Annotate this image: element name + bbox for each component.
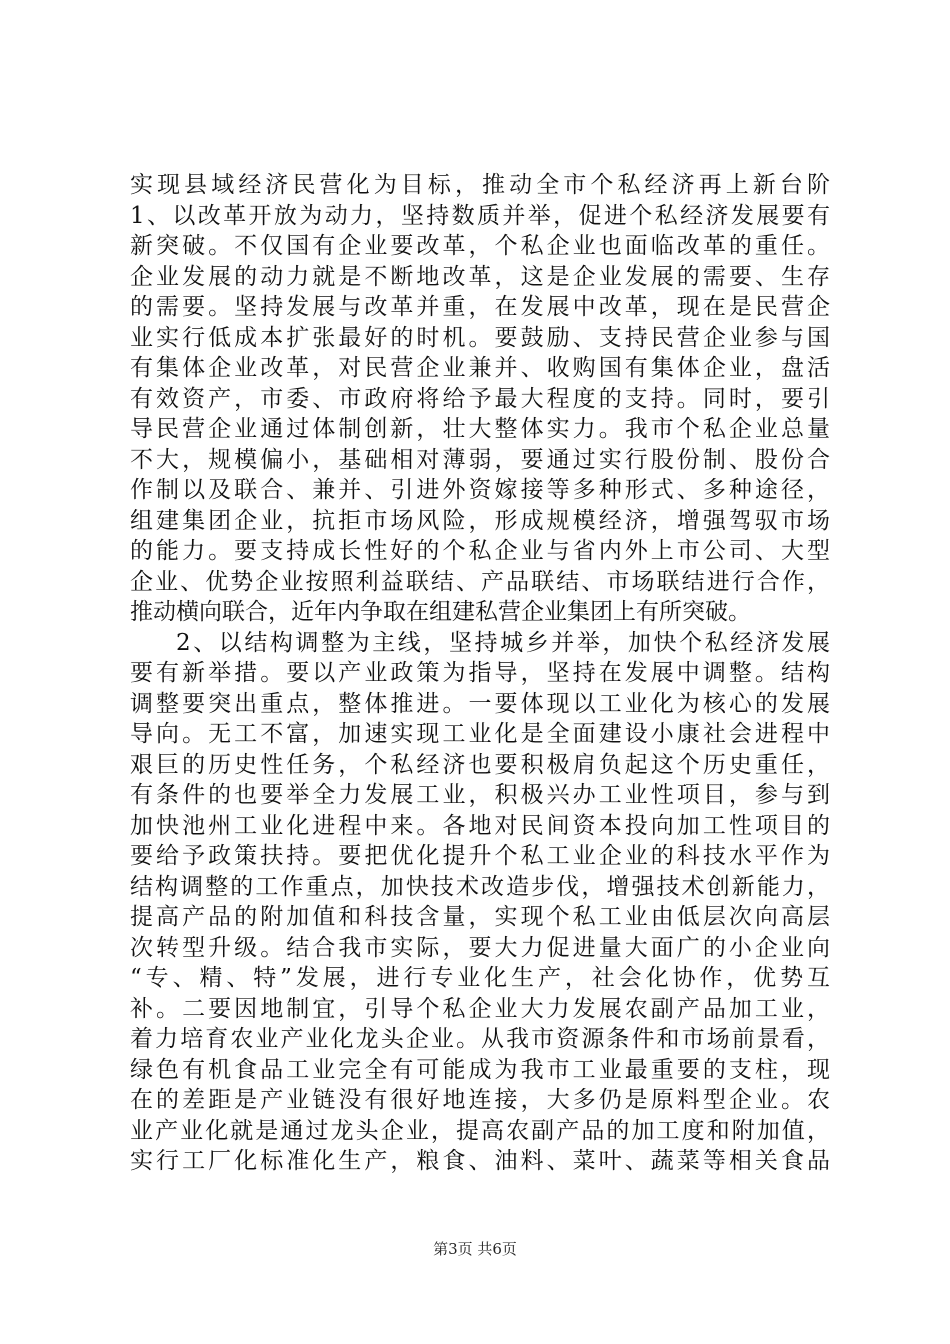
page-number-footer: 第3页 共6页 bbox=[433, 1240, 517, 1258]
text-line: 的需要。坚持发展与改革并重，在发展中改革，现在是民营企 bbox=[130, 294, 830, 320]
text-line: 次转型升级。结合我市实际，要大力促进量大面广的小企业向 bbox=[130, 934, 830, 961]
text-line: 推动横向联合，近年内争取在组建私营企业集团上有所突破。 bbox=[130, 599, 751, 625]
text-line: 加快池州工业化进程中来。各地对民间资本投向加工性项目的 bbox=[130, 812, 830, 839]
text-line: 在的差距是产业链没有很好地连接，大多仍是原料型企业。农 bbox=[130, 1087, 830, 1113]
text-line: 作制以及联合、兼并、引进外资嫁接等多种形式、多种途径， bbox=[130, 477, 830, 503]
text-line: 新突破。不仅国有企业要改革，个私企业也面临改革的重任。 bbox=[130, 233, 830, 259]
text-line: 1、以改革开放为动力，坚持数质并举，促进个私经济发展要有 bbox=[130, 202, 830, 229]
text-line: 组建集团企业，抗拒市场风险，形成规模经济，增强驾驭市场 bbox=[130, 507, 830, 534]
text-line: 实行工厂化标准化生产，粮食、油料、菜叶、蔬菜等相关食品 bbox=[130, 1148, 830, 1174]
text-line: 要给予政策扶持。要把优化提升个私工业企业的科技水平作为 bbox=[130, 843, 830, 869]
text-line: 企业、优势企业按照利益联结、产品联结、市场联结进行合作， bbox=[130, 568, 830, 595]
text-line: 绿色有机食品工业完全有可能成为我市工业最重要的支柱，现 bbox=[130, 1056, 830, 1083]
text-line: 补。二要因地制宜，引导个私企业大力发展农副产品加工业， bbox=[130, 995, 830, 1022]
text-line: “专、精、特”发展，进行专业化生产，社会化协作，优势互 bbox=[130, 965, 830, 991]
text-line: 结构调整的工作重点，加快技术改造步伐，增强技术创新能力， bbox=[130, 873, 830, 900]
text-line: 导民营企业通过体制创新，壮大整体实力。我市个私企业总量 bbox=[130, 416, 830, 442]
text-line: 有条件的也要举全力发展工业，积极兴办工业性项目，参与到 bbox=[130, 782, 830, 808]
text-line: 要有新举措。要以产业政策为指导，坚持在发展中调整。结构 bbox=[130, 660, 830, 686]
text-line: 提高产品的附加值和科技含量，实现个私工业由低层次向高层 bbox=[130, 904, 830, 930]
text-line: 艰巨的历史性任务，个私经济也要积极肩负起这个历史重任， bbox=[130, 751, 830, 778]
text-line: 着力培育农业产业化龙头企业。从我市资源条件和市场前景看， bbox=[130, 1026, 830, 1052]
text-line: 导向。无工不富，加速实现工业化是全面建设小康社会进程中 bbox=[130, 721, 830, 747]
text-line: 实现县域经济民营化为目标，推动全市个私经济再上新台阶 bbox=[130, 172, 830, 198]
text-line: 的能力。要支持成长性好的个私企业与省内外上市公司、大型 bbox=[130, 538, 830, 564]
text-line: 不大，规模偏小，基础相对薄弱，要通过实行股份制、股份合 bbox=[130, 446, 830, 473]
text-line: 企业发展的动力就是不断地改革，这是企业发展的需要、生存 bbox=[130, 263, 830, 290]
text-line: 调整要突出重点，整体推进。一要体现以工业化为核心的发展 bbox=[130, 690, 830, 717]
text-line: 有效资产，市委、市政府将给予最大程度的支持。同时，要引 bbox=[130, 385, 830, 412]
text-line: 有集体企业改革，对民营企业兼并、收购国有集体企业，盘活 bbox=[130, 355, 830, 381]
document-body bbox=[130, 170, 830, 1177]
paragraph-first-line: 2、以结构调整为主线，坚持城乡并举，加快个私经济发展 bbox=[176, 629, 830, 656]
text-line: 业实行低成本扩张最好的时机。要鼓励、支持民营企业参与国 bbox=[130, 324, 830, 351]
text-line: 业产业化就是通过龙头企业，提高农副产品的加工度和附加值， bbox=[130, 1117, 830, 1144]
